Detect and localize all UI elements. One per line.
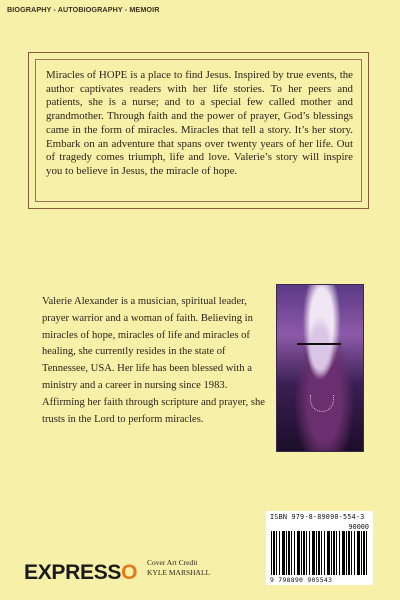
book-blurb: Miracles of HOPE is a place to find Jesus. Inspired by true events, the author captivates readers with her life stories. To her peers and patients, she is a nurse; and to a special few called mother and grandmother. Through faith and the power of prayer, God’s blessings came in the form of miracles. Miracles that tell a story. It’s her story. Embark on an adventure that spans over twenty years of her life. Out of tragedy comes triumph, life and love. Valerie’s story will inspire you to believe in Jesus, the miracle of hope. xyxy=(46,69,353,177)
logo-wordmark: EXPRESS xyxy=(24,561,122,584)
logo-accent: O xyxy=(121,561,138,584)
isbn-number: ISBN 979-8-89090-554-3 xyxy=(270,513,365,521)
credit-artist: KYLE MARSHALL xyxy=(147,567,211,577)
cover-art-credit xyxy=(147,558,210,577)
barcode-panel xyxy=(266,511,373,585)
publisher-logo xyxy=(24,561,137,585)
blurb-frame xyxy=(28,52,369,209)
necklace-detail xyxy=(310,395,334,412)
price-code: 90000 xyxy=(348,523,369,531)
barcode-bars xyxy=(271,531,368,575)
author-bio: Valerie Alexander is a musician, spiritual leader, prayer warrior and a woman of faith. Believing in miracles of hope, miracles of life and miracles of healing, she currently resides in the state of Tennessee, USA. Her life has been blessed with a ministry and a career in nursing since 1983. Affirming her faith through scripture and prayer, she trusts in the Lord to perform miracles. xyxy=(42,296,265,425)
blurb-inner-frame xyxy=(35,59,362,202)
credit-heading: Cover Art Credit xyxy=(147,558,198,567)
barcode-digits: 9 798890 905543 xyxy=(270,576,333,584)
glasses-detail xyxy=(297,343,341,353)
author-photo xyxy=(276,284,364,452)
genre-label: BIOGRAPHY - AUTOBIOGRAPHY - MEMOIR xyxy=(7,5,160,14)
